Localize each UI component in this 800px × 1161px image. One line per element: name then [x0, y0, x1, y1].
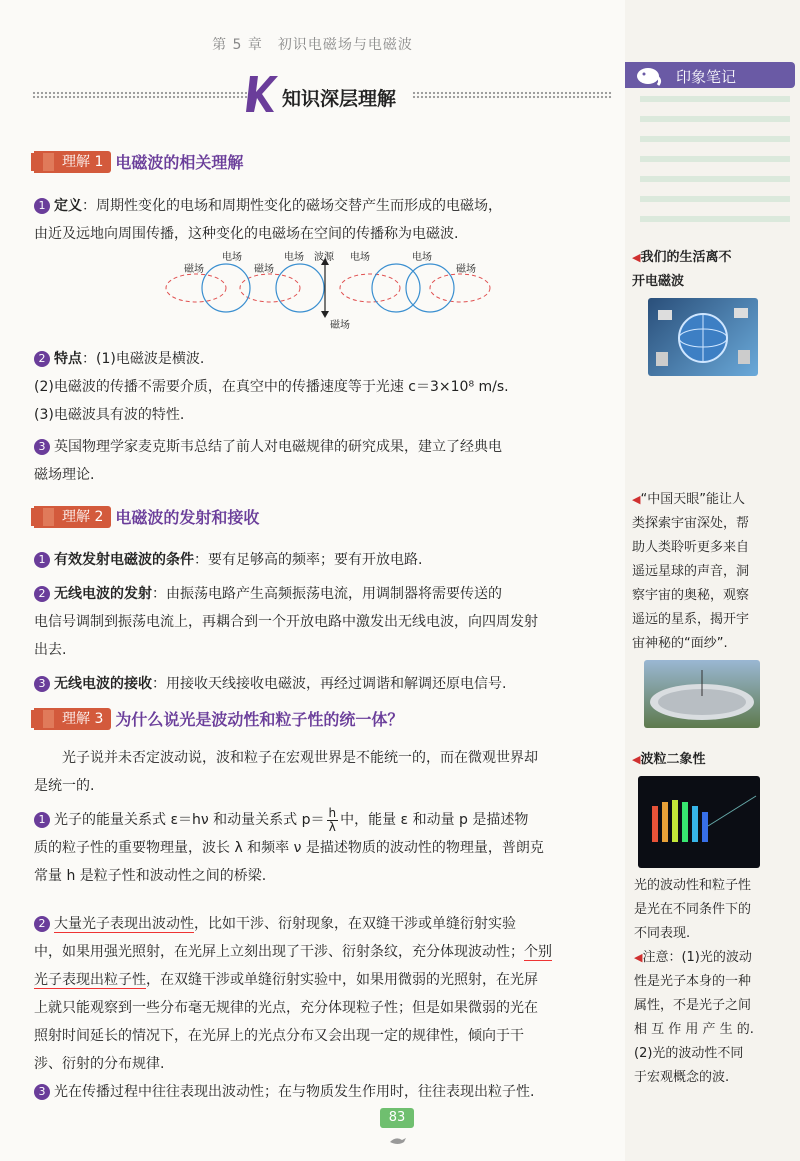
page-number: 83	[380, 1108, 414, 1128]
triangle-icon: ◀	[632, 493, 641, 506]
sidebar-tab-label: 印象笔记	[676, 68, 737, 86]
label-electric-1: 电场	[222, 252, 242, 263]
tag-understanding-3: 理解 3	[34, 708, 111, 730]
book-icon	[30, 708, 56, 730]
sidebar-note-life: ◀我们的生活离不 开电磁波	[632, 250, 732, 289]
triangle-icon: ◀	[632, 753, 641, 766]
fraction-h-lambda: h λ	[328, 805, 337, 834]
chapter-header: 第 5 章 初识电磁场与电磁波	[212, 37, 413, 53]
num-badge-3: 3	[34, 676, 50, 692]
label-magnetic-2: 磁场	[254, 264, 274, 275]
heading-understanding-1	[30, 150, 243, 173]
s1-features: 2 特点：(1)电磁波是横波. (2)电磁波的传播不需要介质，在真空中的传播速度等于光速 c＝3×10⁸ m/s. (3)电磁波具有波的特性. 3 英国物理学家麦克斯韦总结了前人对电磁规律的研究成果，建立了经典电 磁场理论.	[34, 351, 509, 483]
label-electric-2: 电场	[284, 252, 304, 263]
s3-p3: 3 光在传播过程中往往表现出波动性；在与物质发生作用时，往往表现出粒子性.	[34, 1078, 619, 1106]
fast-telescope-image	[644, 660, 760, 728]
triangle-icon: ◀	[632, 251, 641, 264]
tag-understanding-1: 理解 1	[34, 151, 111, 173]
label-magnetic-1: 磁场	[184, 264, 204, 275]
book-icon	[30, 151, 56, 173]
triangle-icon: ◀	[634, 951, 643, 964]
elephant-icon	[632, 62, 664, 88]
globe-image	[648, 298, 758, 376]
label-electric-3: 电场	[350, 252, 370, 263]
num-badge-3: 3	[34, 439, 50, 455]
heading-understanding-3	[30, 707, 403, 730]
num-badge-1: 1	[34, 812, 50, 828]
dotted-divider-right	[412, 91, 612, 99]
sidebar-note-attention: ◀注意：(1)光的波动 性是光子本身的一种 属性，不是光子之间 相 互 作 用 产 生 的. (2)光的波动性不同 于宏观概念的波.	[634, 950, 754, 1085]
num-badge-1: 1	[34, 198, 50, 214]
s2-body: 1 有效发射电磁波的条件：要有足够高的频率；要有开放电路. 2 无线电波的发射：由振荡电路产生高频振荡电流，用调制器将需要传送的 电信号调制到振荡电流上，再耦合到一个开放电路中激发出无线电波，向四周发射 出去. 3 无线电波的接收：用接收天线接收电磁波，再经过调谐和解调还原电信号.	[34, 552, 538, 692]
k-logo-icon	[244, 72, 280, 116]
book-icon	[30, 506, 56, 528]
wave-particle-image	[638, 776, 760, 868]
bird-icon	[388, 1134, 408, 1146]
label-wave-source: 波源	[314, 252, 334, 263]
num-badge-2: 2	[34, 916, 50, 932]
tag-understanding-2: 理解 2	[34, 506, 111, 528]
label-magnetic-3: 磁场	[456, 264, 476, 275]
section-title: 知识深层理解	[282, 88, 397, 110]
sidebar-note-conditions: 光的波动性和粒子性 是光在不同条件下的 不同表现.	[634, 878, 752, 941]
s3-p1: 1 光子的能量关系式 ε＝hν 和动量关系式 p＝ h λ 中，能量 ε 和动量 p 是描述物 质的粒子性的重要物理量，波长 λ 和频率 ν 是描述物质的波动性的物理量，普朗克 常量 h 是粒子性和波动性之间的桥梁.	[34, 805, 544, 884]
num-badge-3: 3	[34, 1084, 50, 1100]
sidebar-note-fast: ◀“中国天眼”能让人 类探索宇宙深处，帮 助人类聆听更多来自 遥远星球的声音，洞 察宇宙的奥秘，观察 遥远的星系，揭开宇 宙神秘的“面纱”.	[632, 492, 750, 651]
label-magnetic-bottom: 磁场	[330, 320, 350, 331]
heading-title-1: 电磁波的相关理解	[115, 153, 244, 172]
label-electric-4: 电场	[412, 252, 432, 263]
sidebar-note-duality: ◀波粒二象性	[632, 752, 706, 767]
num-badge-2: 2	[34, 586, 50, 602]
s3-p2: 2 大量光子表现出波动性，比如干涉、衍射现象，在双缝干涉或单缝衍射实验 中，如果用强光照射，在光屏上立刻出现了干涉、衍射条纹，充分体现波动性；个别 光子表现出粒子性，在双缝干涉或单缝衍射实验中，如果用微弱的光照射，在光屏 上就只能观察到一些分布毫无规律的光点，充分体现粒子性；但是如果微弱的光在 照射时间延长的情况下，在光屏上的光点分布又会出现一定的规律性，倾向于干 涉、衍射的分布规律.	[34, 916, 552, 1072]
faded-notes-area	[640, 96, 790, 236]
em-wave-diagram	[160, 248, 500, 336]
heading-title-3: 为什么说光是波动性和粒子性的统一体？	[115, 710, 404, 729]
num-badge-1: 1	[34, 552, 50, 568]
num-badge-2: 2	[34, 351, 50, 367]
s1-definition: 1 定义：周期性变化的电场和周期性变化的磁场交替产生而形成的电磁场， 由近及远地向周围传播，这种变化的电磁场在空间的传播称为电磁波.	[34, 198, 502, 242]
dotted-divider-left	[32, 91, 247, 99]
heading-title-2: 电磁波的发射和接收	[115, 508, 260, 527]
s3-intro: 光子说并未否定波动说，波和粒子在宏观世界是不能统一的，而在微观世界却 是统一的.	[34, 750, 538, 794]
heading-understanding-2	[30, 505, 259, 528]
